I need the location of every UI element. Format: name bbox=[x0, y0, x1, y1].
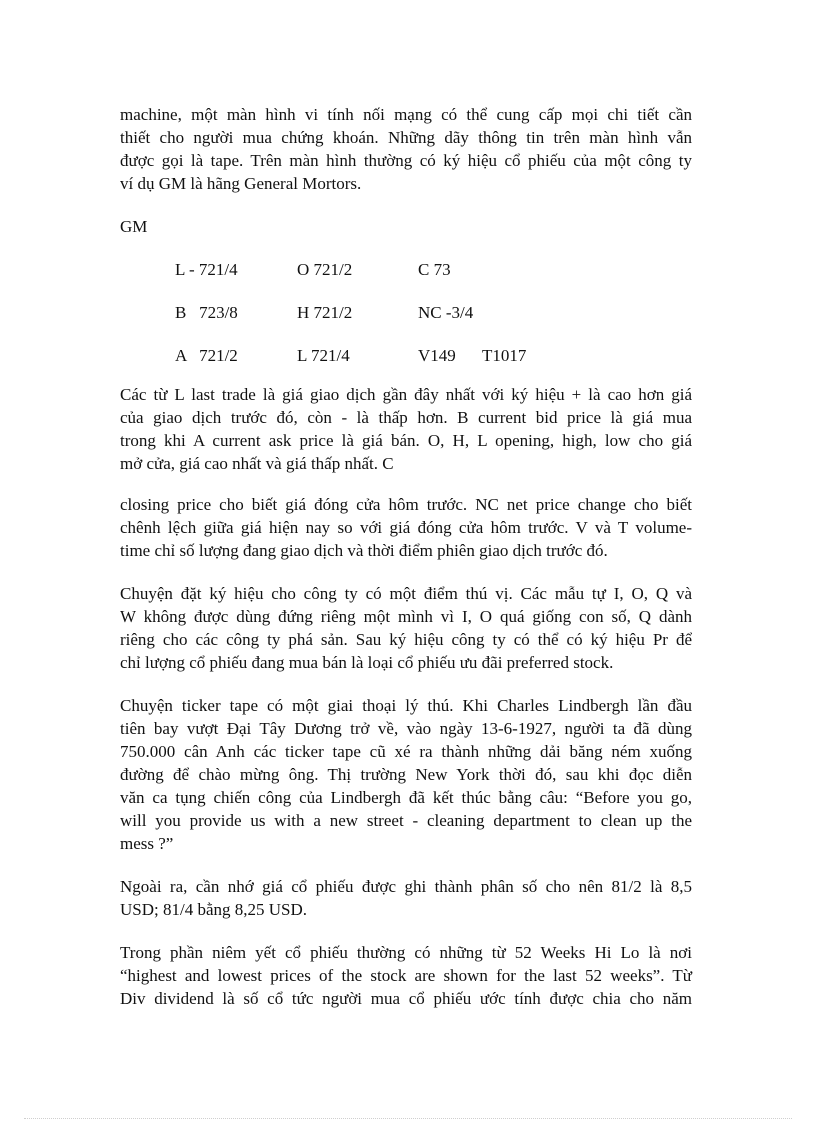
paragraph-closing-price bbox=[120, 493, 692, 562]
text-line: Ngoài ra, cần nhớ giá cổ phiếu được ghi thành phân số cho nên 81/2 là 8,5 bbox=[120, 877, 692, 896]
text-line: time chỉ số lượng đang giao dịch và thời điểm phiên giao dịch trước đó. bbox=[120, 541, 608, 560]
text-line: được gọi là tape. Trên màn hình thường có ký hiệu cổ phiếu của một công ty bbox=[120, 151, 692, 170]
ticker-symbol: GM bbox=[120, 217, 148, 236]
ticker-cell: B 723/8 bbox=[175, 303, 238, 322]
ticker-quote-block bbox=[120, 258, 692, 367]
text-line: USD; 81/4 bằng 8,25 USD. bbox=[120, 900, 308, 919]
paragraph-52-weeks bbox=[120, 941, 692, 1010]
ticker-cell: C 73 bbox=[418, 260, 451, 279]
ticker-cell: NC -3/4 bbox=[418, 303, 474, 322]
text-line: 750.000 cân Anh các ticker tape cũ xé ra thành những dải băng ném xuống bbox=[120, 742, 692, 761]
ticker-cell: H 721/2 bbox=[297, 303, 353, 322]
ticker-cell: T1017 bbox=[482, 346, 527, 365]
text-line: thiết cho người mua chứng khoán. Những dãy thông tin trên màn hình vẫn bbox=[120, 128, 692, 147]
ticker-cell: A 721/2 bbox=[175, 346, 238, 365]
ticker-cell: L - 721/4 bbox=[175, 260, 238, 279]
text-line: Chuyện ticker tape có một giai thoại lý thú. Khi Charles Lindbergh lần đầu bbox=[120, 696, 692, 715]
text-line: mở cửa, giá cao nhất và giá thấp nhất. C bbox=[120, 454, 394, 473]
text-line: văn ca tụng chiến công của Lindbergh đã kết thúc bằng câu: “Before you go, bbox=[120, 788, 692, 807]
ticker-cell: V149 bbox=[418, 346, 456, 365]
text-line: riêng cho các công ty phá sản. Sau ký hiệu công ty có thể có ký hiệu Pr để bbox=[120, 630, 692, 649]
text-line: W không được dùng đứng riêng một mình vì I, O quá giống con số, Q dành bbox=[120, 607, 692, 626]
ticker-row bbox=[175, 344, 692, 367]
text-line: machine, một màn hình vi tính nối mạng có thể cung cấp mọi chi tiết cần bbox=[120, 105, 692, 124]
ticker-row bbox=[175, 301, 692, 324]
document-page bbox=[120, 103, 692, 1010]
text-line: Trong phần niêm yết cổ phiếu thường có những từ 52 Weeks Hi Lo là nơi bbox=[120, 943, 692, 962]
text-line: của giao dịch trước đó, còn - là thấp hơn. B current bid price là giá mua bbox=[120, 408, 692, 427]
text-line: ví dụ GM là hãng General Mortors. bbox=[120, 174, 362, 193]
ticker-row bbox=[175, 258, 692, 281]
text-line: chỉ lượng cổ phiếu đang mua bán là loại cổ phiếu ưu đãi preferred stock. bbox=[120, 653, 614, 672]
text-line: mess ?” bbox=[120, 834, 174, 853]
text-line: đường để chào mừng ông. Thị trường New York thời đó, sau khi đọc diễn bbox=[120, 765, 692, 784]
text-line: closing price cho biết giá đóng cửa hôm trước. NC net price change cho biết bbox=[120, 495, 692, 514]
text-line: “highest and lowest prices of the stock are shown for the last 52 weeks”. Từ bbox=[120, 966, 692, 985]
text-line: will you provide us with a new street - cleaning department to clean up the bbox=[120, 811, 692, 830]
paragraph-tape-intro bbox=[120, 103, 692, 195]
text-line: chênh lệch giữa giá hiện nay so với giá đóng cửa hôm trước. V và T volume- bbox=[120, 518, 692, 537]
ticker-cell: L 721/4 bbox=[297, 346, 350, 365]
text-line: Chuyện đặt ký hiệu cho công ty có một điểm thú vị. Các mẫu tự I, O, Q và bbox=[120, 584, 692, 603]
text-line: Div dividend là số cổ tức người mua cổ phiếu ước tính được chia cho năm bbox=[120, 989, 692, 1008]
paragraph-fraction-prices bbox=[120, 875, 692, 921]
paragraph-ticker-anecdote bbox=[120, 694, 692, 855]
text-line: Các từ L last trade là giá giao dịch gần đây nhất với ký hiệu + là cao hơn giá bbox=[120, 385, 692, 404]
paragraph-symbol-rules bbox=[120, 582, 692, 674]
text-line: trong khi A current ask price là giá bán. O, H, L opening, high, low cho giá bbox=[120, 431, 692, 450]
ticker-cell: O 721/2 bbox=[297, 260, 353, 279]
page-bottom-border bbox=[24, 1118, 792, 1119]
text-line: tiên bay vượt Đại Tây Dương trở về, vào ngày 13-6-1927, người ta đã dùng bbox=[120, 719, 692, 738]
paragraph-quote-codes bbox=[120, 383, 692, 475]
